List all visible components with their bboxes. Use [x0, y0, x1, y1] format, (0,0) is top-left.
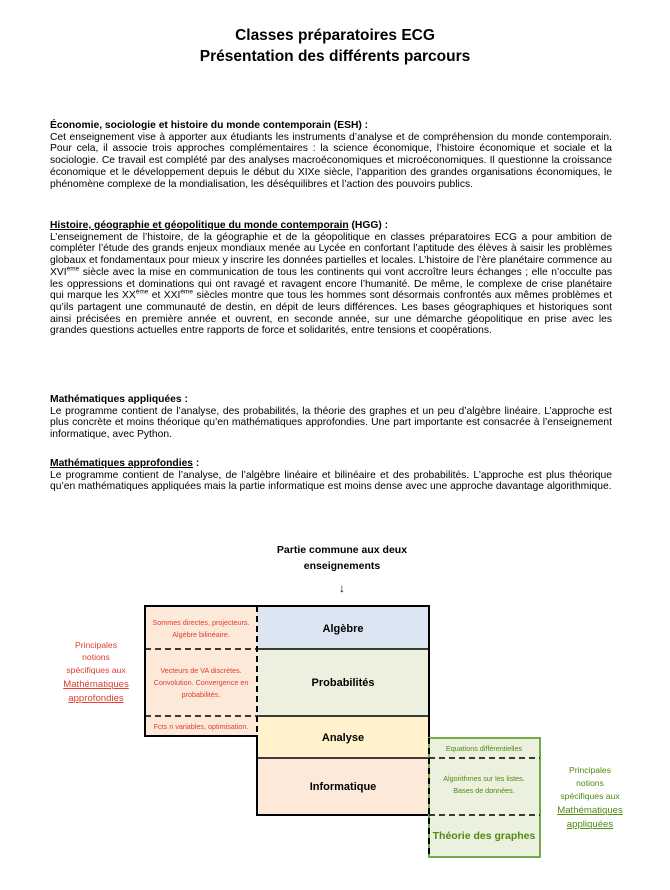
- section-maths-approfondies: [50, 458, 612, 493]
- section-hgg-body: [50, 232, 612, 337]
- section-esh-body: Cet enseignement vise à apporter aux étudiants les instruments d’analyse et de compréhension du monde contemporain. Pour cela, il associe trois approches complémentaires : la science économique, l’histoire économique et sociale et la sociologie. Ce travail est complété par des analyses macroéconomiques et microéconomiques. Il questionne la croissance économique et le développement depuis le début du XIXe siècle, l’apparition des grandes organisations économiques, le phénomène complexe de la mondialisation, les déséquilibres et l’action des pouvoirs publics.: [50, 131, 612, 190]
- analyse-label: Analyse: [321, 732, 365, 744]
- section-maths-appliquees-title: Mathématiques appliquées :: [50, 394, 188, 405]
- left-note-2a: Vecteurs de VA discrètes.: [160, 666, 242, 675]
- hgg-text-4: siècles montre que tous les hommes sont désormais confrontés aux mêmes problèmes et qu’ils partagent une communauté de destin, en dépit de leurs différences. Les bases géographiques et historiques sont ainsi précisées en première année et ouvrent, en seconde année, sur une démarche géopolitique en prise avec les grandes questions actuelles entre rapports de force et solidarités, entre tensions et coopérations.: [50, 290, 613, 337]
- left-note-2c: probabilités.: [181, 690, 221, 699]
- hgg-sup-1: ème: [66, 265, 80, 273]
- section-maths-appliquees-body: Le programme contient de l’analyse, des probabilités, la théorie des graphes et un peu d’algèbre linéaire. L’approche est plus concrète et moins théorique qu’en mathématiques approfondies. Une part importante est consacrée à l’enseignement informatique, avec Python.: [50, 405, 612, 441]
- right-note-2a: Algorithmes sur les listes.: [443, 774, 525, 783]
- section-maths-approfondies-title-suffix: :: [193, 458, 200, 469]
- title-line-2: Présentation des différents parcours: [199, 48, 471, 65]
- left-caption-line-3: spécifiques aux: [66, 665, 126, 675]
- down-arrow-icon: ↓: [339, 581, 345, 595]
- right-caption-line-5: appliquées: [566, 819, 614, 830]
- section-maths-approfondies-title-main: Mathématiques approfondies: [50, 458, 194, 469]
- common-part-label-2: enseignements: [303, 560, 381, 572]
- section-hgg-title-main: Histoire, géographie et géopolitique du monde contemporain: [50, 220, 349, 231]
- right-caption-line-2: notions: [576, 778, 604, 788]
- right-note-1: Equations différentielles: [445, 744, 523, 753]
- hgg-sup-3: ème: [180, 288, 194, 296]
- theorie-graphes-label: Théorie des graphes: [432, 830, 536, 842]
- right-caption: [557, 765, 623, 830]
- title-line-1: Classes préparatoires ECG: [235, 27, 435, 44]
- section-maths-approfondies-title: [50, 458, 612, 470]
- page-title: [0, 25, 670, 67]
- hgg-sup-2: ème: [135, 288, 149, 296]
- left-caption-line-4: Mathématiques: [63, 679, 129, 690]
- left-caption-line-2: notions: [82, 652, 110, 662]
- section-maths-appliquees: [50, 394, 612, 441]
- right-caption-line-4: Mathématiques: [557, 805, 623, 816]
- informatique-label: Informatique: [309, 781, 377, 793]
- section-esh-title: Économie, sociologie et histoire du monde contemporain (ESH) :: [50, 120, 369, 131]
- hgg-text-3: et XXI: [148, 290, 181, 302]
- left-note-3: Fcts n variables, optimisation.: [153, 722, 249, 731]
- right-note-2b: Bases de données.: [453, 786, 515, 795]
- right-caption-line-1: Principales: [568, 765, 612, 775]
- section-hgg-title: [50, 220, 612, 232]
- section-maths-approfondies-body: Le programme contient de l’analyse, de l’algèbre linéaire et bilinéaire et des probabilités. L’approche est plus théorique qu’en mathématiques appliquées mais la partie informatique est moins dense avec une approche davantage algorithmique.: [50, 469, 612, 493]
- common-part-label-1: Partie commune aux deux: [276, 544, 408, 556]
- section-esh: [50, 120, 612, 190]
- section-hgg: [50, 220, 612, 337]
- left-caption-line-5: approfondies: [68, 693, 124, 704]
- hgg-text-1: L’enseignement de l’histoire, de la géographie et de la géopolitique en classes préparatoires ECG a pour ambition de compléter l’étude des grands enjeux mondiaux menée au Lycée en confortant l’aptitude des élèves à saisir les problèmes globaux et fondamentaux pour mieux y inscrire les données partielles et locales. L’histoire de l’ère planétaire commence au XVI: [50, 231, 612, 278]
- left-caption-line-1: Principales: [74, 640, 118, 650]
- left-note-2b: Convolution. Convergence en: [153, 678, 249, 687]
- section-hgg-title-suffix: (HGG) :: [348, 220, 389, 231]
- hgg-text-2: siècle avec la mise en communication de tous les continents qui vont accroître leurs échanges ; elle n’occulte pas les oppressions et dominations qui ont ravagé et ravagent encore l’humanité. De même, le complexe de crise planétaire qui marque les XX: [50, 266, 612, 302]
- left-note-1a: Sommes directes, projecteurs.: [152, 618, 250, 627]
- algebre-label: Algèbre: [322, 623, 364, 635]
- left-caption: [63, 640, 129, 704]
- probabilites-label: Probabilités: [311, 677, 375, 689]
- left-note-1b: Algèbre bilinéaire.: [172, 630, 230, 639]
- parcours-diagram: [0, 530, 670, 890]
- right-caption-line-3: spécifiques aux: [560, 791, 620, 801]
